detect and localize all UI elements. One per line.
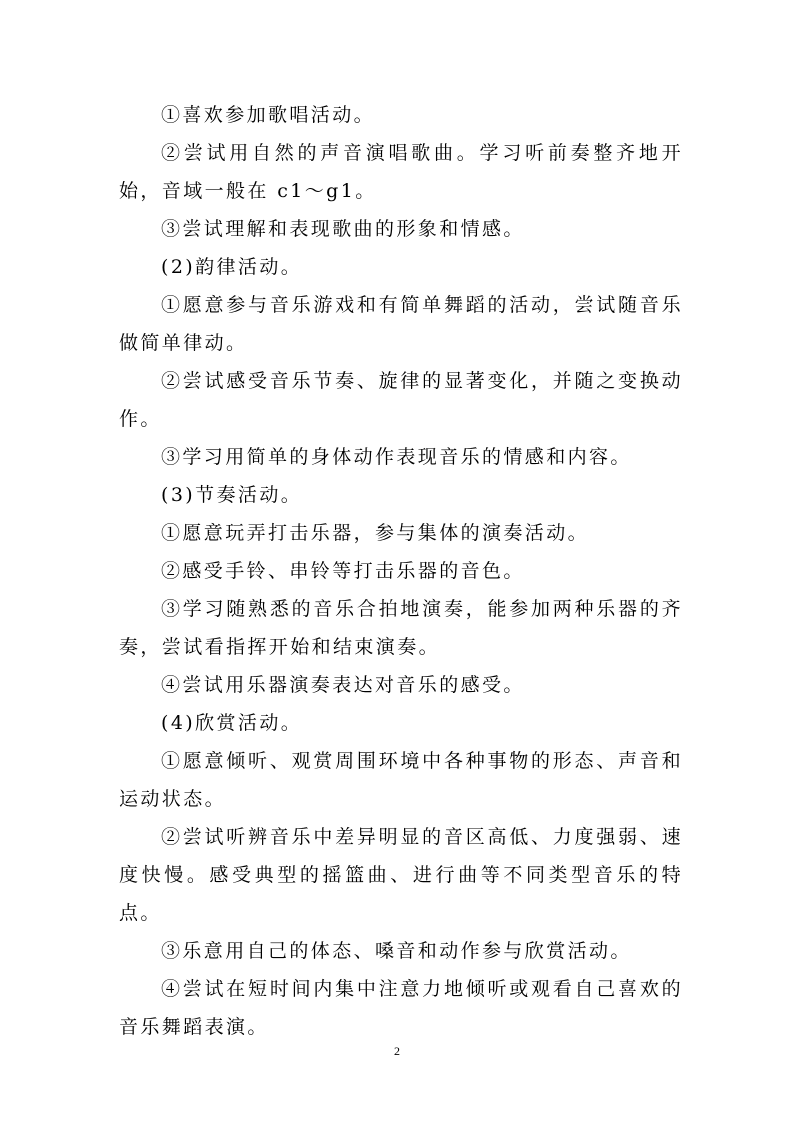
paragraph: ④尝试用乐器演奏表达对音乐的感受。 — [161, 674, 525, 696]
paragraph: ①愿意参与音乐游戏和有简单舞蹈的活动，尝试随音乐做简单律动。 — [119, 294, 683, 354]
paragraph: ③尝试理解和表现歌曲的形象和情感。 — [161, 218, 525, 240]
section-heading: (4)欣赏活动。 — [161, 712, 303, 734]
paragraph: ③乐意用自己的体态、嗓音和动作参与欣赏活动。 — [161, 940, 632, 962]
paragraph: ②感受手铃、串铃等打击乐器的音色。 — [161, 560, 525, 582]
document-body — [119, 96, 683, 1046]
paragraph: ②尝试用自然的声音演唱歌曲。学习听前奏整齐地开始，音域一般在 c1～g1。 — [119, 142, 683, 202]
paragraph: ②尝试听辨音乐中差异明显的音区高低、力度强弱、速度快慢。感受典型的摇篮曲、进行曲等不同类型音乐的特点。 — [119, 826, 683, 924]
paragraph: ①愿意倾听、观赏周围环境中各种事物的形态、声音和运动状态。 — [119, 750, 683, 810]
paragraph: ②尝试感受音乐节奏、旋律的显著变化，并随之变换动作。 — [119, 370, 683, 430]
paragraph: ③学习用简单的身体动作表现音乐的情感和内容。 — [161, 446, 632, 468]
paragraph: ④尝试在短时间内集中注意力地倾听或观看自己喜欢的音乐舞蹈表演。 — [119, 978, 683, 1038]
paragraph: ①愿意玩弄打击乐器，参与集体的演奏活动。 — [161, 522, 590, 544]
paragraph: ①喜欢参加歌唱活动。 — [161, 104, 376, 126]
paragraph: ③学习随熟悉的音乐合拍地演奏，能参加两种乐器的齐奏，尝试看指挥开始和结束演奏。 — [119, 598, 683, 658]
section-heading: (2)韵律活动。 — [161, 256, 303, 278]
section-heading: (3)节奏活动。 — [161, 484, 303, 506]
page-number: 2 — [394, 1044, 400, 1058]
